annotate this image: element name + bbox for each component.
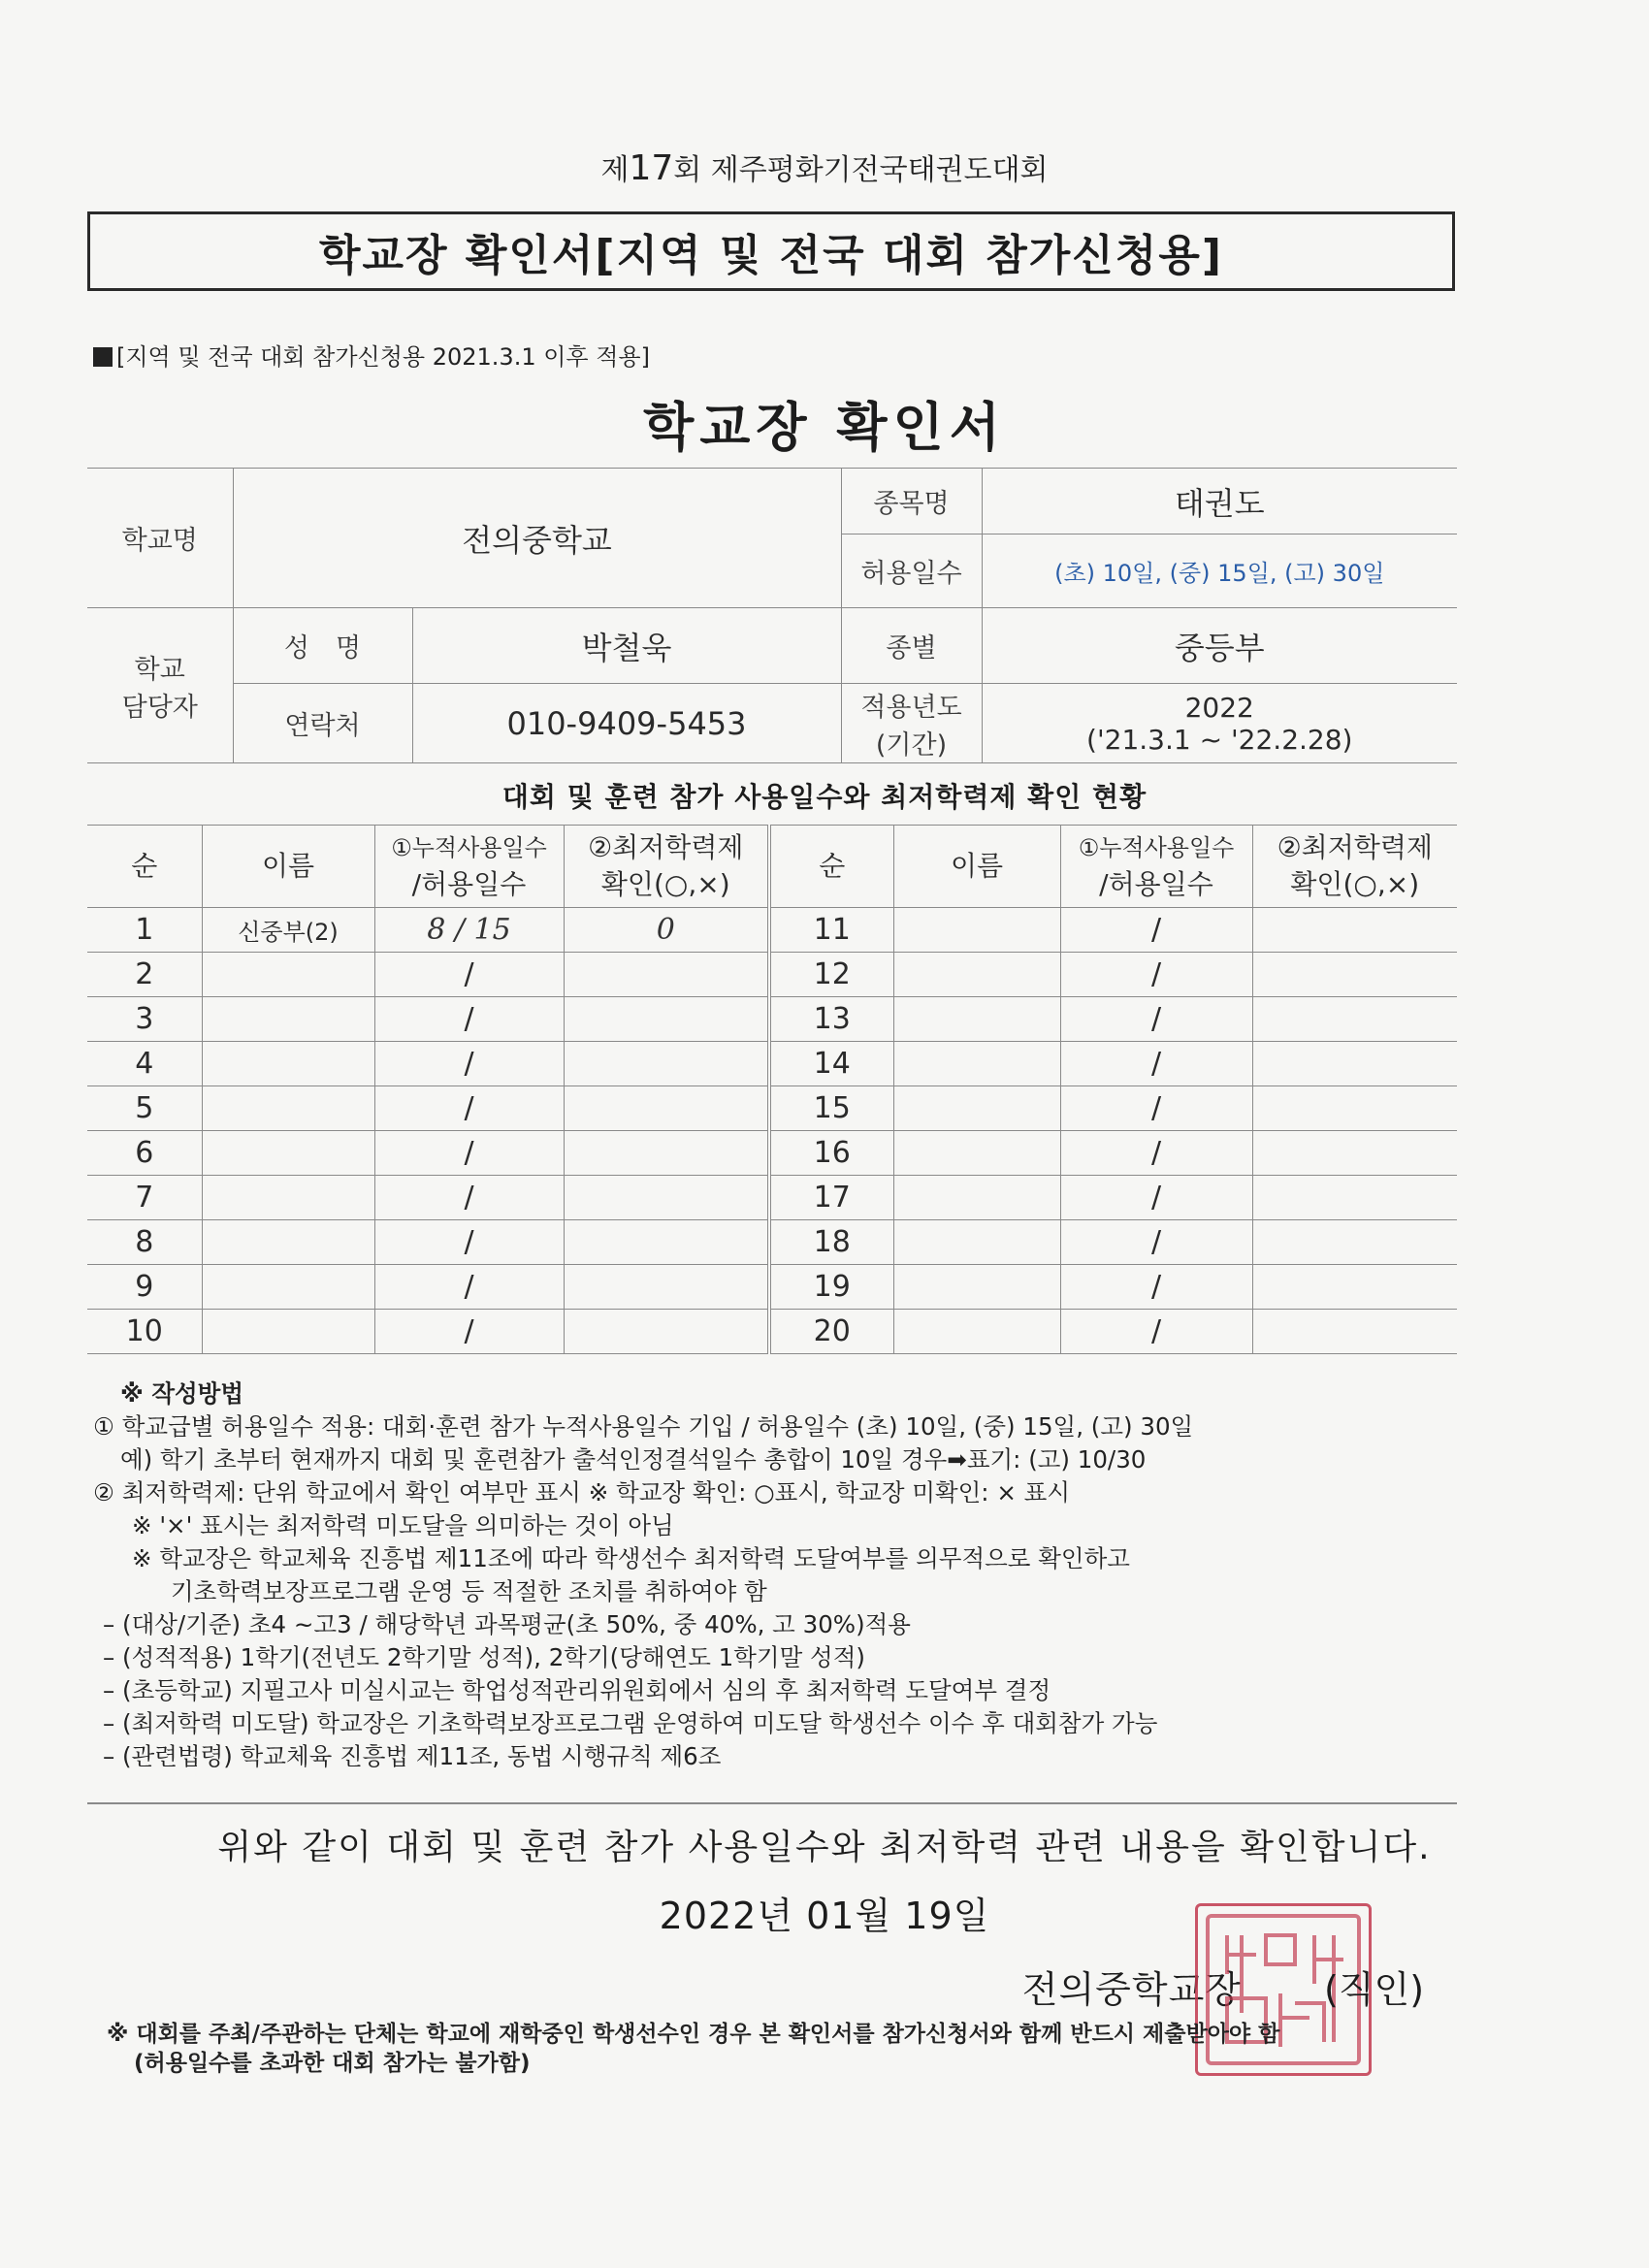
row-number: 6 (87, 1131, 202, 1176)
header-days-line-2: /허용일수 (1099, 868, 1213, 900)
sport-label: 종목명 (841, 469, 982, 535)
student-name (893, 997, 1060, 1042)
school-info-table (87, 468, 1457, 763)
days-used: / (1060, 997, 1252, 1042)
student-name (893, 1310, 1060, 1354)
days-used: / (1060, 1086, 1252, 1131)
contact-label: 연락처 (233, 684, 412, 763)
applicability-note (93, 338, 650, 372)
name-label: 성 명 (233, 608, 412, 684)
min-academic-check (564, 953, 769, 997)
days-used: / (374, 1220, 564, 1265)
year-label-line-2: (기간) (875, 729, 948, 761)
row-number: 5 (87, 1086, 202, 1131)
student-name (202, 1265, 374, 1310)
min-academic-check (564, 1042, 769, 1086)
row-number: 9 (87, 1265, 202, 1310)
min-academic-check (564, 1220, 769, 1265)
division-label: 종별 (841, 608, 982, 684)
instruction-line: ※ 작성방법 (120, 1379, 244, 1408)
manager-label (87, 608, 233, 763)
contact-value: 010-9409-5453 (412, 684, 841, 763)
sport-value: 태권도 (982, 469, 1457, 535)
min-academic-check (1252, 1265, 1457, 1310)
instruction-line: – (대상/기준) 초4 ~고3 / 해당학년 과목평균(초 50%, 중 40%, 고 30%)적용 (103, 1610, 911, 1638)
student-name (202, 1086, 374, 1131)
student-name: 신중부(2) (202, 908, 374, 953)
days-used: / (1060, 1310, 1252, 1354)
footnote (107, 2020, 1484, 2078)
header-check-line-2: 확인(○,×) (600, 868, 730, 900)
days-used: / (374, 1131, 564, 1176)
event-suffix: 회 제주평화기전국태권도대회 (673, 153, 1049, 187)
header-no-left: 순 (87, 826, 202, 908)
min-academic-check (1252, 1310, 1457, 1354)
instruction-line: ① 학교급별 허용일수 적용: 대회·훈련 참가 누적사용일수 기입 / 허용일수 (초) 10일, (중) 15일, (고) 30일 (93, 1412, 1194, 1441)
allowed-days-label: 허용일수 (841, 535, 982, 608)
row-number: 14 (769, 1042, 893, 1086)
header-no-right: 순 (769, 826, 893, 908)
footnote-line-2: (허용일수를 초과한 대회 참가는 불가함) (134, 2051, 531, 2076)
seal-label: (직인) (1324, 1968, 1425, 2011)
min-academic-check (1252, 1220, 1457, 1265)
row-number: 4 (87, 1042, 202, 1086)
days-used: / (374, 1086, 564, 1131)
divider (87, 1802, 1457, 1804)
days-used: / (1060, 1131, 1252, 1176)
student-name (893, 1265, 1060, 1310)
instruction-line: 예) 학기 초부터 현재까지 대회 및 훈련참가 출석인정결석일수 총합이 10일 경우➡표기: (고) 10/30 (120, 1445, 1147, 1474)
days-used: / (1060, 908, 1252, 953)
row-number: 18 (769, 1220, 893, 1265)
row-number: 15 (769, 1086, 893, 1131)
instructions (93, 1377, 1471, 1773)
header-name-right: 이름 (893, 826, 1060, 908)
manager-label-line-2: 담당자 (121, 692, 198, 723)
row-number: 1 (87, 908, 202, 953)
student-name (202, 1310, 374, 1354)
header-check-line-2: 확인(○,×) (1290, 868, 1420, 900)
header-days-line-2: /허용일수 (411, 868, 527, 900)
footnote-line-1: ※ 대회를 주최/주관하는 단체는 학교에 재학중인 학생선수인 경우 본 확인서를 참가신청서와 함께 반드시 제출받아야 함 (107, 2022, 1280, 2047)
row-number: 19 (769, 1265, 893, 1310)
table-row (87, 1310, 1457, 1354)
row-number: 2 (87, 953, 202, 997)
event-prefix: 제 (600, 153, 630, 187)
days-used: / (1060, 1042, 1252, 1086)
header-days-right (1060, 826, 1252, 908)
year-label-line-1: 적용년도 (860, 692, 962, 723)
min-academic-check (1252, 1131, 1457, 1176)
min-academic-check (564, 1310, 769, 1354)
instruction-line: – (성적적용) 1학기(전년도 2학기말 성적), 2학기(당해연도 1학기말 성적) (103, 1643, 865, 1671)
instruction-line: ② 최저학력제: 단위 학교에서 확인 여부만 표시 ※ 학교장 확인: ○표시, 학교장 미확인: × 표시 (93, 1478, 1070, 1507)
days-used: / (374, 1310, 564, 1354)
min-academic-check (1252, 953, 1457, 997)
table-row (87, 1176, 1457, 1220)
instruction-line: – (초등학교) 지필고사 미실시교는 학업성적관리위원회에서 심의 후 최저학력 도달여부 결정 (103, 1676, 1051, 1704)
table-row (87, 1265, 1457, 1310)
table-row (87, 1131, 1457, 1176)
header-name-left: 이름 (202, 826, 374, 908)
days-used: / (1060, 1265, 1252, 1310)
student-name (202, 997, 374, 1042)
min-academic-check: 0 (564, 908, 769, 953)
days-used: / (374, 997, 564, 1042)
min-academic-check (1252, 1042, 1457, 1086)
header-days-line-1: ①누적사용일수 (1078, 834, 1235, 861)
table-row (87, 997, 1457, 1042)
table-row (87, 1042, 1457, 1086)
section-title: 대회 및 훈련 참가 사용일수와 최저학력제 확인 현황 (501, 781, 1148, 813)
school-value: 전의중학교 (233, 469, 841, 608)
manager-label-line-1: 학교 (134, 654, 185, 685)
min-academic-check (564, 997, 769, 1042)
student-name (893, 1220, 1060, 1265)
division-value: 중등부 (982, 608, 1457, 684)
name-value: 박철욱 (412, 608, 841, 684)
row-number: 11 (769, 908, 893, 953)
applicability-note-text: [지역 및 전국 대회 참가신청용 2021.3.1 이후 적용] (116, 343, 650, 371)
header-days-left (374, 826, 564, 908)
instruction-line: ※ 학교장은 학교체육 진흥법 제11조에 따라 학생선수 최저학력 도달여부를 의무적으로 확인하고 (132, 1544, 1130, 1572)
min-academic-check (1252, 908, 1457, 953)
year-value-line-1: 2022 (1184, 691, 1254, 724)
table-row (87, 908, 1457, 953)
year-value-line-2: ('21.3.1 ~ '22.2.28) (1086, 723, 1353, 756)
header-check-line-1: ②최저학력제 (588, 831, 744, 863)
event-title (0, 146, 1649, 188)
instruction-line: 기초학력보장프로그램 운영 등 적절한 조치를 취하여야 함 (171, 1577, 767, 1605)
student-name (202, 953, 374, 997)
student-name (893, 1131, 1060, 1176)
roster-body (87, 908, 1457, 1354)
min-academic-check (564, 1131, 769, 1176)
min-academic-check (564, 1176, 769, 1220)
instruction-line: – (관련법령) 학교체육 진흥법 제11조, 동법 시행규칙 제6조 (103, 1742, 722, 1770)
table-row (87, 1086, 1457, 1131)
days-used: / (1060, 1220, 1252, 1265)
header-check-right (1252, 826, 1457, 908)
event-number: 17 (629, 148, 674, 188)
student-name (202, 1042, 374, 1086)
student-name (202, 1176, 374, 1220)
school-label: 학교명 (87, 469, 233, 608)
min-academic-check (1252, 997, 1457, 1042)
days-used: / (374, 1176, 564, 1220)
year-label (841, 684, 982, 763)
confirmation-statement: 위와 같이 대회 및 훈련 참가 사용일수와 최저학력 관련 내용을 확인합니다. (217, 1828, 1432, 1867)
principal-name: 전의중학교장 (1021, 1968, 1242, 2011)
row-number: 13 (769, 997, 893, 1042)
student-name (893, 1086, 1060, 1131)
student-name (893, 908, 1060, 953)
student-name (893, 1176, 1060, 1220)
row-number: 3 (87, 997, 202, 1042)
form-title: 학교장 확인서[지역 및 전국 대회 참가신청용] (87, 211, 1455, 291)
table-row (87, 953, 1457, 997)
main-title: 학교장 확인서 (643, 397, 1006, 458)
days-used: / (1060, 1176, 1252, 1220)
min-academic-check (564, 1265, 769, 1310)
row-number: 16 (769, 1131, 893, 1176)
days-used: / (374, 1265, 564, 1310)
student-name (893, 1042, 1060, 1086)
square-bullet-icon (93, 347, 113, 367)
header-check-left (564, 826, 769, 908)
row-number: 17 (769, 1176, 893, 1220)
header-check-line-1: ②최저학력제 (1277, 831, 1433, 863)
row-number: 8 (87, 1220, 202, 1265)
row-number: 7 (87, 1176, 202, 1220)
student-name (893, 953, 1060, 997)
days-used: / (374, 953, 564, 997)
row-number: 10 (87, 1310, 202, 1354)
min-academic-check (564, 1086, 769, 1131)
table-row (87, 1220, 1457, 1265)
allowed-days-value: (초) 10일, (중) 15일, (고) 30일 (982, 535, 1457, 608)
student-name (202, 1131, 374, 1176)
min-academic-check (1252, 1086, 1457, 1131)
roster-table (87, 825, 1457, 1354)
student-name (202, 1220, 374, 1265)
year-value (982, 684, 1457, 763)
days-used: 8 / 15 (374, 908, 564, 953)
header-days-line-1: ①누적사용일수 (391, 834, 547, 861)
days-used: / (374, 1042, 564, 1086)
issue-date: 2022년 01월 19일 (659, 1895, 990, 1937)
row-number: 12 (769, 953, 893, 997)
min-academic-check (1252, 1176, 1457, 1220)
days-used: / (1060, 953, 1252, 997)
instruction-line: – (최저학력 미도달) 학교장은 기초학력보장프로그램 운영하여 미도달 학생선수 이수 후 대회참가 가능 (103, 1709, 1158, 1737)
instruction-line: ※ '×' 표시는 최저학력 미도달을 의미하는 것이 아님 (132, 1511, 674, 1539)
row-number: 20 (769, 1310, 893, 1354)
